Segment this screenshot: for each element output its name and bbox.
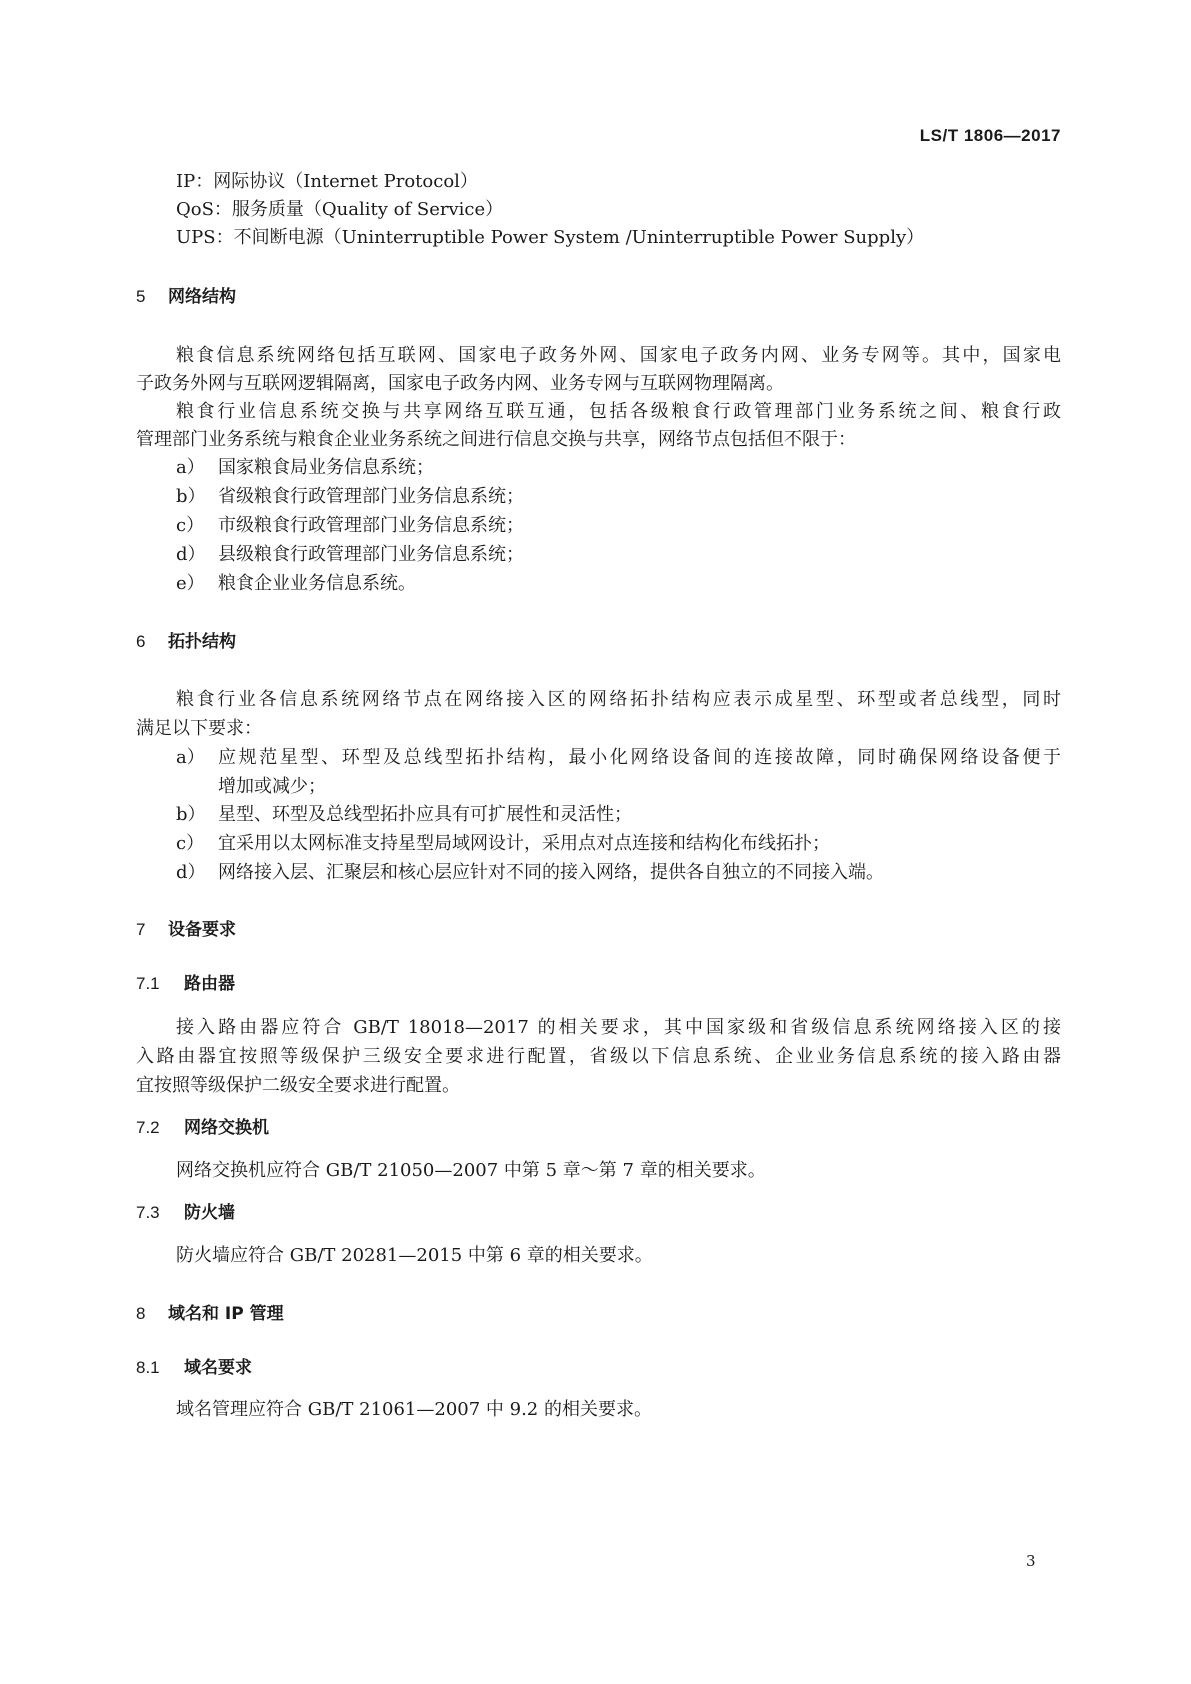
subsection-8-1-heading (136, 1356, 252, 1380)
subsection-7-1-heading (136, 972, 235, 996)
subsection-number: 7.1 (136, 974, 160, 993)
list-text: 粮食企业业务信息系统。 (218, 573, 416, 594)
subsection-number: 7.2 (136, 1118, 160, 1137)
abbreviation-qos: QoS：服务质量（Quality of Service） (176, 199, 504, 220)
paragraph-line: 粮食信息系统网络包括互联网、国家电子政务外网、国家电子政务内网、业务专网等。其中，国家电 (176, 345, 1061, 366)
abbreviation-ip: IP：网际协议（Internet Protocol） (176, 171, 478, 192)
section-7-heading (136, 918, 236, 942)
page-number: 3 (1026, 1552, 1036, 1570)
list-text: 国家粮食局业务信息系统； (218, 457, 434, 478)
section-5-heading (136, 285, 236, 309)
paragraph-line: 宜按照等级保护二级安全要求进行配置。 (136, 1075, 460, 1096)
paragraph-line: 满足以下要求： (136, 718, 262, 739)
list-text: 网络接入层、汇聚层和核心层应针对不同的接入网络，提供各自独立的不同接入端。 (218, 862, 884, 883)
list-marker: d） (176, 862, 206, 883)
list-marker: b） (176, 804, 206, 825)
subsection-7-3-heading (136, 1201, 235, 1225)
paragraph-line: 粮食行业信息系统交换与共享网络互联互通，包括各级粮食行政管理部门业务系统之间、粮食行政 (176, 401, 1061, 422)
subsection-7-2-heading (136, 1116, 269, 1140)
subsection-title: 路由器 (184, 974, 235, 994)
subsection-title: 域名要求 (184, 1358, 252, 1378)
list-marker: d） (176, 544, 206, 565)
list-text: 应规范星型、环型及总线型拓扑结构，最小化网络设备间的连接故障，同时确保网络设备便于 (218, 747, 1061, 768)
subsection-number: 7.3 (136, 1203, 160, 1222)
list-marker: a） (176, 457, 205, 478)
list-marker: c） (176, 833, 205, 854)
section-title: 域名和 IP 管理 (168, 1304, 284, 1324)
list-text: 星型、环型及总线型拓扑应具有可扩展性和灵活性； (218, 804, 632, 825)
subsection-title: 防火墙 (184, 1203, 235, 1223)
section-title: 设备要求 (168, 920, 236, 940)
paragraph-line: 管理部门业务系统与粮食企业业务系统之间进行信息交换与共享，网络节点包括但不限于： (136, 429, 856, 450)
section-title: 拓扑结构 (168, 632, 236, 652)
section-number: 6 (136, 632, 146, 651)
paragraph-line: 子政务外网与互联网逻辑隔离，国家电子政务内网、业务专网与互联网物理隔离。 (136, 373, 784, 394)
list-text: 市级粮食行政管理部门业务信息系统； (218, 515, 524, 536)
section-number: 8 (136, 1304, 146, 1323)
abbreviation-ups: UPS：不间断电源（Uninterruptible Power System /Uninterruptible Power Supply） (176, 227, 925, 248)
list-text: 宜采用以太网标准支持星型局域网设计，采用点对点连接和结构化布线拓扑； (218, 833, 830, 854)
list-text: 省级粮食行政管理部门业务信息系统； (218, 486, 524, 507)
paragraph-line: 入路由器宜按照等级保护三级安全要求进行配置，省级以下信息系统、企业业务信息系统的接入路由器 (136, 1046, 1061, 1067)
list-marker: c） (176, 515, 205, 536)
paragraph-line: 接入路由器应符合 GB/T 18018—2017 的相关要求，其中国家级和省级信息系统网络接入区的接 (176, 1017, 1061, 1038)
paragraph-line: 粮食行业各信息系统网络节点在网络接入区的网络拓扑结构应表示成星型、环型或者总线型，同时 (176, 689, 1061, 710)
list-marker: a） (176, 747, 205, 768)
paragraph-line: 域名管理应符合 GB/T 21061—2007 中 9.2 的相关要求。 (176, 1399, 652, 1420)
list-text-continuation: 增加或减少； (218, 776, 326, 797)
section-6-heading (136, 630, 236, 654)
section-number: 7 (136, 920, 146, 939)
list-marker: b） (176, 486, 206, 507)
paragraph-line: 网络交换机应符合 GB/T 21050—2007 中第 5 章～第 7 章的相关要求。 (176, 1160, 766, 1181)
section-title: 网络结构 (168, 287, 236, 307)
section-8-heading (136, 1302, 284, 1326)
section-number: 5 (136, 287, 146, 306)
document-code-header: LS/T 1806—2017 (919, 126, 1061, 145)
subsection-number: 8.1 (136, 1358, 160, 1377)
paragraph-line: 防火墙应符合 GB/T 20281—2015 中第 6 章的相关要求。 (176, 1245, 653, 1266)
list-marker: e） (176, 573, 205, 594)
subsection-title: 网络交换机 (184, 1118, 269, 1138)
list-text: 县级粮食行政管理部门业务信息系统； (218, 544, 524, 565)
